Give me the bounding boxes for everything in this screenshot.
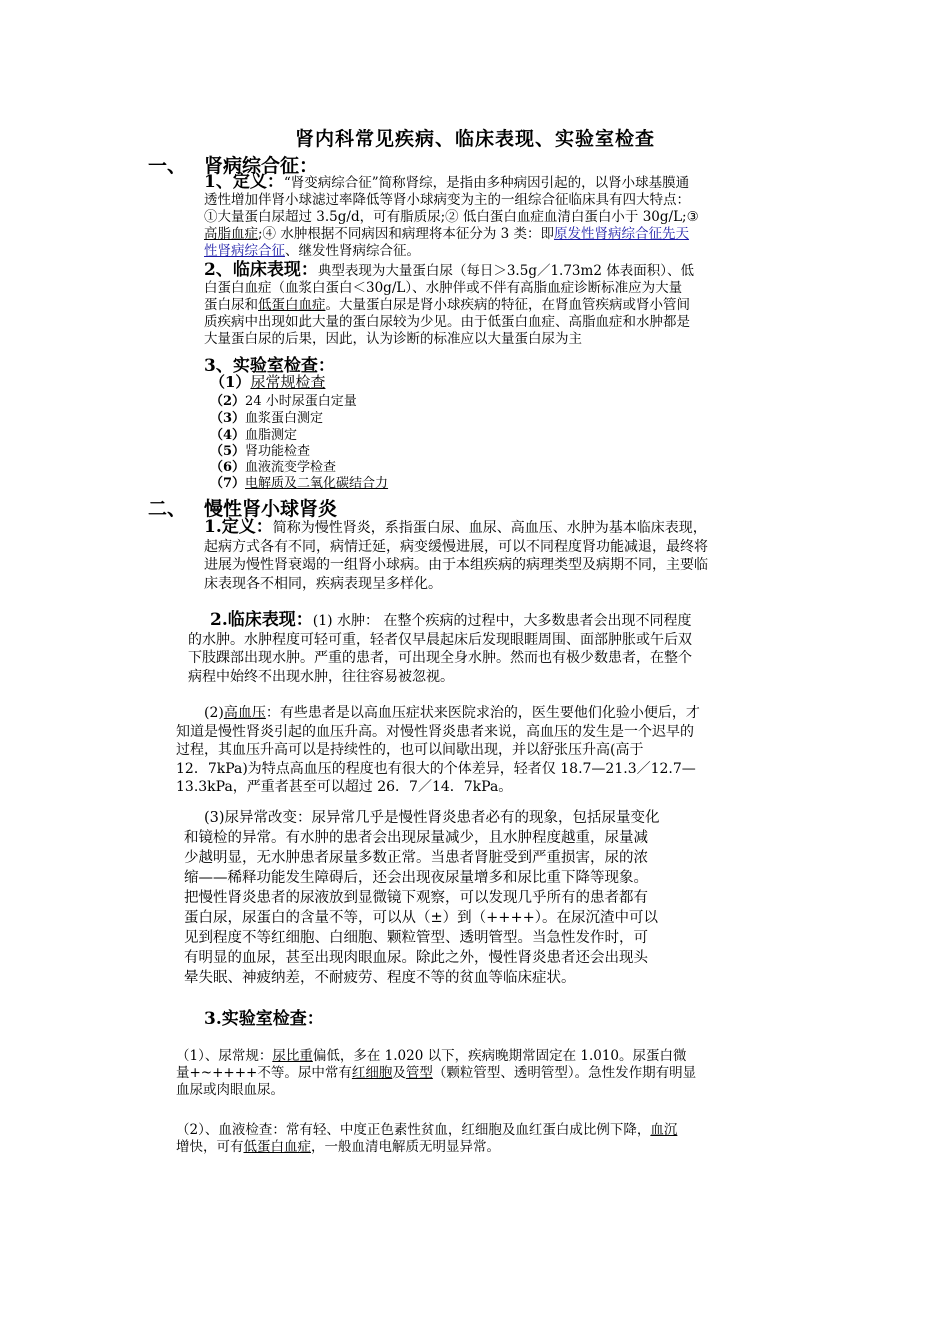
section2-clinical <box>188 611 808 686</box>
text-line: 及 <box>392 1065 406 1081</box>
lab-item-6 <box>210 460 336 476</box>
link-primary-nephrotic[interactable]: 原发性肾病综合征先天 <box>554 226 690 242</box>
section1-clinical <box>204 262 814 348</box>
underlined-term: 尿比重 <box>272 1048 313 1064</box>
text-line: （2）、血液检查：常有轻、中度正色素性贫血，红细胞及血红蛋白成比例下降， <box>176 1122 651 1138</box>
text-line: 偏低，多在 1.020 以下，疾病晚期常固定在 1.010。尿蛋白微 <box>312 1048 687 1064</box>
hypertension-paragraph <box>176 704 806 797</box>
lab-blood-test <box>176 1122 808 1156</box>
definition-heading: 1、定义： <box>204 172 284 192</box>
lab-item-number: （1） <box>210 373 251 391</box>
lab-item-text: 血浆蛋白测定 <box>245 411 324 426</box>
lab-item-1 <box>210 374 325 390</box>
text-line: ，一般血清电解质无明显异常。 <box>311 1139 500 1155</box>
underlined-term: 血沉 <box>650 1122 678 1138</box>
lab-item-number: （6） <box>210 460 246 475</box>
text-line: 的水肿。水肿程度可轻可重，轻者仅早晨起床后发现眼睚周围、面部肿胀或午后双 <box>188 631 692 648</box>
text-line: 把慢性肾炎患者的尿液放到显微镜下观察，可以发现几乎所有的患者都有 <box>184 890 648 906</box>
text-line: 蛋白尿和 <box>204 297 258 313</box>
text-line: ;④ 水肿根据不同病因和病理将本征分为 3 类：即 <box>258 226 555 242</box>
lab-item-7 <box>210 476 388 492</box>
text-line: 大量蛋白尿的后果，因此，认为诊断的标准应以大量蛋白尿为主 <box>204 331 582 347</box>
text-line: (1) 水肿： 在整个疾病的过程中，大多数患者会出现不同程度 <box>312 613 692 629</box>
text-line: (2) <box>204 705 224 721</box>
underlined-term: 红细胞 <box>351 1065 393 1081</box>
text-line: 和镜检的异常。有水肿的患者会出现尿量减少，且水肿程度越重，尿量减 <box>184 830 648 846</box>
text-line: 12．7kPa)为特点高血压的程度也有很大的个体差异，轻者仅 18.7—21.3／12.7— <box>176 760 696 777</box>
text-line: 简称为慢性肾炎，系指蛋白尿、血尿、高血压、水肿为基本临床表现， <box>272 520 707 536</box>
text-line: （颗粒管型、透明管型）。急性发作期有明显 <box>432 1065 697 1081</box>
lab-item-number: （7） <box>210 476 246 491</box>
underlined-term: 高血压 <box>223 705 266 721</box>
text-line: “肾变病综合征”简称肾综，是指由多种病因引起的，以肾小球基膜通 <box>283 175 690 191</box>
underlined-term: 高脂血症 <box>204 226 258 242</box>
text-line: 过程，其血压升高可以是持续性的，也可以间歇出现，并以舒张压升高(高于 <box>176 742 644 758</box>
text-line: 起病方式各有不同，病情迁延，病变缓慢进展，可以不同程度肾功能减退，最终将 <box>204 538 708 555</box>
lab-item-3 <box>210 411 323 427</box>
text-line: ①大量蛋白尿超过 3.5g/d，可有脂质尿;② 低白蛋白血症血清白蛋白小于 30g/L;③ <box>204 209 699 225</box>
underlined-term: 低蛋白血症 <box>258 297 326 313</box>
text-line: 少越明显，无水肿患者尿量多数正常。当患者肾脏受到严重损害，尿的浓 <box>184 850 648 866</box>
clinical-heading: 2.临床表现： <box>210 610 313 630</box>
lab-urine-routine <box>176 1048 808 1099</box>
text-line: 增快，可有 <box>176 1139 244 1155</box>
text-line: 晕失眠、神疲纳差，不耐疲劳、程度不等的贫血等临床症状。 <box>184 970 576 986</box>
section2-title: 慢性肾小球肾炎 <box>204 498 338 520</box>
lab-item-5 <box>210 444 310 460</box>
link-nephrotic-syndrome[interactable]: 性肾病综合征 <box>204 243 285 259</box>
text-line: 有明显的血尿，甚至出现肉眼血尿。除此之外，慢性肾炎患者还会出现头 <box>184 950 648 966</box>
section1-title: 肾病综合征： <box>204 155 319 177</box>
text-line: 知道是慢性肾炎引起的血压升高。对慢性肾炎患者来说，高血压的发生是一个迟早的 <box>176 723 694 740</box>
section2-number: 二、 <box>148 498 187 520</box>
text-line: 白蛋白血症（血浆白蛋白＜30g/L）、水肿伴或不伴有高脂血症诊断标准应为大量 <box>204 280 683 296</box>
page-title: 肾内科常见疾病、临床表现、实验室检查 <box>294 128 655 150</box>
text-line: 床表现各不相同，疾病表现呈多样化。 <box>204 575 442 592</box>
lab-item-text: 血脂测定 <box>245 428 298 443</box>
section1-definition <box>204 174 814 260</box>
lab-item-text: 肾功能检查 <box>245 444 311 459</box>
section2-definition <box>204 518 814 593</box>
lab-item-number: （2） <box>210 394 246 409</box>
clinical-heading: 2、临床表现： <box>204 260 318 280</box>
lab-item-text: 血液流变学检查 <box>245 460 337 475</box>
text-line: (3)尿异常改变：尿异常几乎是慢性肾炎患者必有的现象，包括尿量变化 <box>204 810 660 826</box>
section1-lab-heading: 3、实验室检查： <box>204 356 335 376</box>
underlined-term: 低蛋白血症 <box>243 1139 311 1155</box>
text-line: 进展为慢性肾衰竭的一组肾小球病。由于本组疾病的病理类型及病期不同，主要临 <box>204 557 708 573</box>
section2-lab-heading: 3.实验室检查： <box>204 1009 324 1029</box>
lab-item-text: 尿常规检查 <box>250 373 326 391</box>
definition-heading: 1.定义： <box>204 517 273 537</box>
text-line: 见到程度不等红细胞、白细胞、颗粒管型、透明管型。当急性发作时，可 <box>184 930 648 946</box>
lab-item-number: （5） <box>210 444 246 459</box>
lab-item-number: （4） <box>210 428 246 443</box>
lab-item-2 <box>210 394 357 410</box>
text-line: 蛋白尿，尿蛋白的含量不等，可以从（±）到（++++）。在尿沉渣中可以 <box>184 910 658 926</box>
underlined-term: 管型 <box>405 1065 433 1081</box>
text-line: 。大量蛋白尿是肾小球疾病的特征，在肾血管疾病或肾小管间 <box>325 297 690 313</box>
text-line: ：有些患者是以高血压症状来医院求治的，医生要他们化验小便后，才 <box>265 705 700 721</box>
text-line: 血尿或肉眼血尿。 <box>176 1082 284 1098</box>
lab-item-4 <box>210 428 297 444</box>
urine-paragraph <box>184 808 810 988</box>
lab-item-text: 电解质及二氧化碳结合力 <box>245 476 389 491</box>
text-line: 13.3kPa，严重者甚至可以超过 26．7／14．7kPa。 <box>176 779 513 795</box>
text-line: 量+~++++不等。尿中常有 <box>176 1065 352 1081</box>
text-line: 典型表现为大量蛋白尿（每日＞3.5g／1.73m2 体表面积）、低 <box>317 263 694 279</box>
text-line: 质疾病中出现如此大量的蛋白尿较为少见。由于低蛋白血症、高脂血症和水肿都是 <box>204 314 690 330</box>
text-line: 下肢踝部出现水肿。严重的患者，可出现全身水肿。然而也有极少数患者，在整个 <box>188 650 692 666</box>
lab-item-number: （3） <box>210 411 246 426</box>
text-line: （1）、尿常规： <box>176 1048 273 1064</box>
text-line: 、继发性肾病综合征。 <box>285 243 420 259</box>
text-line: 病程中始终不出现水肿，往往容易被忽视。 <box>188 668 454 685</box>
section1-number: 一、 <box>148 155 187 177</box>
lab-item-text: 24 小时尿蛋白定量 <box>245 394 357 409</box>
text-line: 透性增加伴肾小球滤过率降低等肾小球病变为主的一组综合征临床具有四大特点： <box>204 192 690 208</box>
text-line: 缩——稀释功能发生障碍后，还会出现夜尿量增多和尿比重下降等现象。 <box>184 870 648 886</box>
